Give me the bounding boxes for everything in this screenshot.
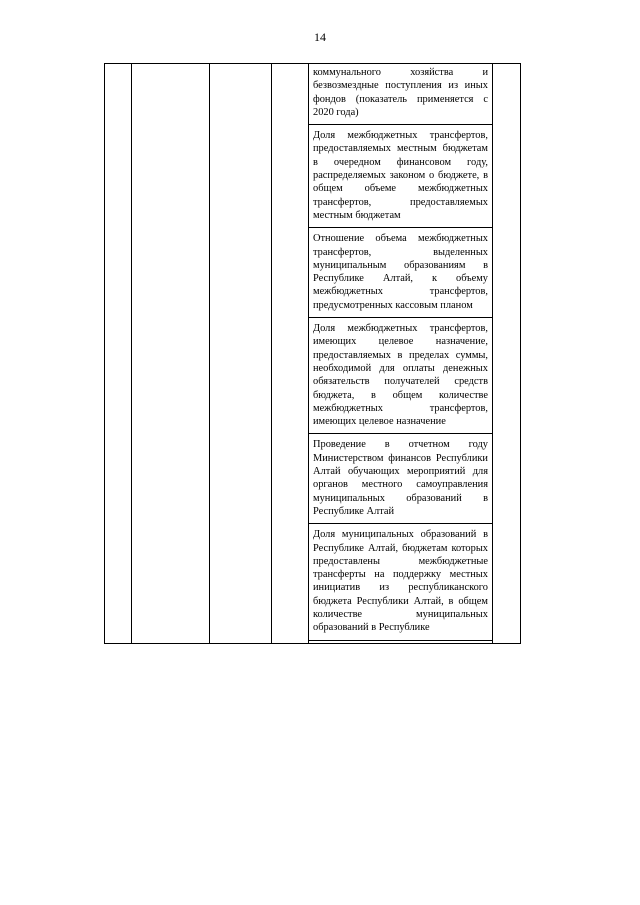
indicator-cell [309,524,493,640]
indicator-text: Проведение в отчетном году Министерством финансов Республики Алтай обучающих мероприятий для органов местного самоуправления муниципальных образований в Республике Алтай [313,439,488,517]
column-6-cell [493,64,521,644]
column-4-cell [272,64,309,644]
column-3-cell [210,64,272,644]
indicator-cell [309,125,493,228]
indicator-text: коммунального хозяйства и безвозмездные поступления из иных фондов (показатель применяется с 2020 года) [313,67,488,118]
indicator-cell [309,64,493,125]
indicator-cell [309,318,493,434]
page-number: 14 [314,30,326,44]
indicator-cell [309,434,493,524]
indicator-cell [309,228,493,318]
indicator-text: Доля муниципальных образований в Республике Алтай, бюджетам которых предоставлены межбюджетные трансферты на поддержку местных инициатив из республиканского бюджета Республики Алтай, в общем количестве муниципальных образований в Республике [313,529,488,634]
column-2-cell [132,64,210,644]
column-1-cell [105,64,132,644]
indicators-table [104,63,521,644]
indicator-text: Доля межбюджетных трансфертов, имеющих целевое назначение, предоставляемых в пределах суммы, необходимой для оплаты денежных обязательств получателей средств бюджета, в общем количестве межбюджетных трансфертов, имеющих целевое назначение [313,323,488,428]
indicator-text: Отношение объема межбюджетных трансфертов, выделенных муниципальным образованиям в Республике Алтай, к объему межбюджетных трансфертов, предусмотренных кассовым планом [313,233,488,311]
indicator-text: Доля межбюджетных трансфертов, предоставляемых местным бюджетам в очередном финансовом году, распределяемых законом о бюджете, в общем объеме межбюджетных трансфертов, предоставляемых местным бюджетам [313,130,488,221]
indicator-cell-spacer [309,640,493,643]
